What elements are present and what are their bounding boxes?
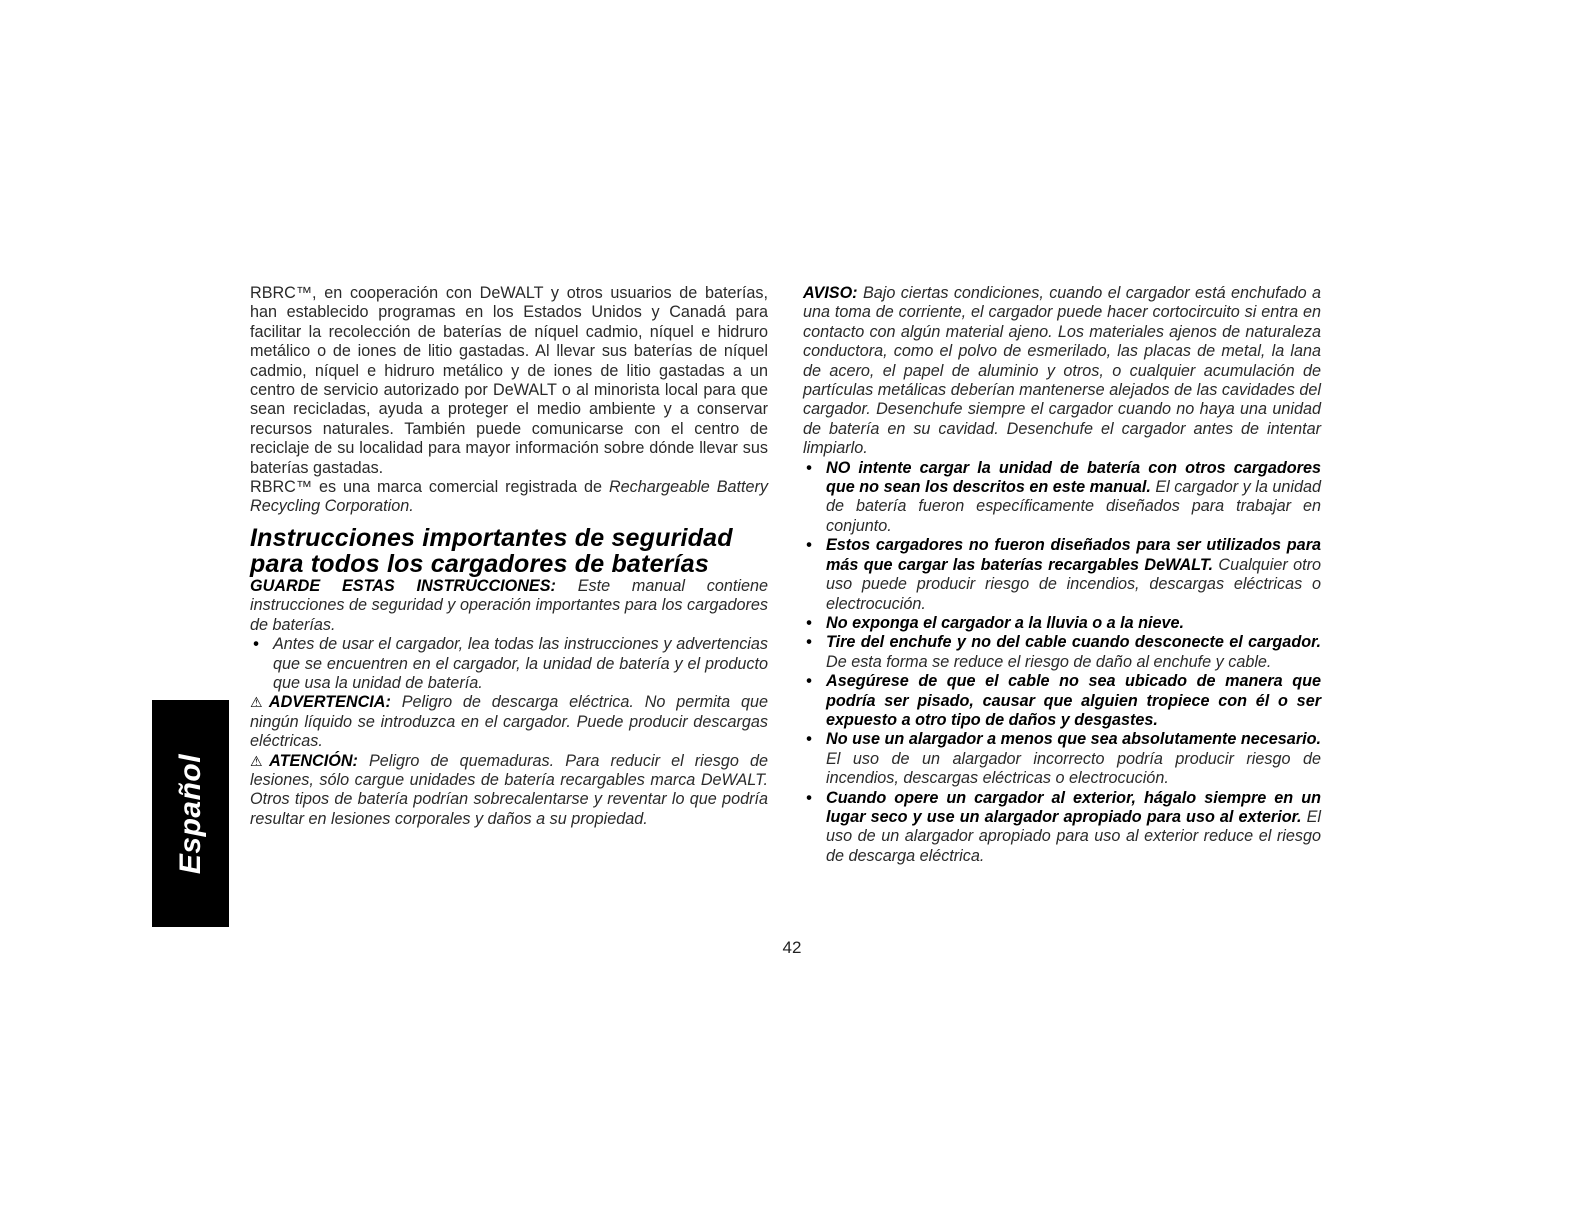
- notice-paragraph: AVISO: Bajo ciertas condiciones, cuando el cargador está enchufado a una toma de corriente, el cargador puede hacer cortocircuito si entra en contacto con algún material ajeno. Los materiales ajenos de naturaleza conductora, como el polvo de esmerilado, las placas de metal, la lana de acero, el papel de aluminio y otros, o cualquier acumulación de partículas metálicas deberían mantenerse alejados de las cavidades del cargador. Desenchufe siempre el cargador cuando no haya una unidad de batería en su cavidad. Desenchufe el cargador antes de intentar limpiarlo.: [803, 284, 1321, 458]
- page-number: 42: [782, 938, 802, 957]
- save-instructions-label: GUARDE ESTAS INSTRUCCIONES:: [250, 576, 556, 595]
- list-item: • Tire del enchufe y no del cable cuando desconecte el cargador. De esta forma se reduce el riesgo de daño al enchufe y cable.: [806, 633, 1321, 671]
- list-item: • Cuando opere un cargador al exterior, hágalo siempre en un lugar seco y use un alargador apropiado para uso al exterior. El uso de un alargador apropiado para uso al exterior reduce el riesgo de descarga eléctrica.: [806, 788, 1321, 865]
- bullet-dot-icon: •: [806, 536, 812, 555]
- trademark-paragraph: RBRC™ es una marca comercial registrada de Rechargeable Battery Recycling Corporation.: [250, 478, 768, 516]
- section-heading: Instrucciones importantes de seguridad para todos los cargadores de baterías: [250, 523, 733, 578]
- list-item: • Antes de usar el cargador, lea todas las instrucciones y advertencias que se encuentren en el cargador, la unidad de batería y el producto que usa la unidad de batería.: [253, 635, 768, 692]
- bullet-dot-icon: •: [253, 635, 259, 654]
- bullet-dot-icon: •: [806, 730, 812, 749]
- trademark-owner: Rechargeable Battery Recycling Corporation.: [250, 478, 768, 516]
- bullet-dot-icon: •: [806, 613, 812, 632]
- caution-paragraph: ⚠ATENCIÓN: Peligro de quemaduras. Para reducir el riesgo de lesiones, sólo cargue unidades de batería recargables marca DeWALT. Otros tipos de batería podrían sobrecalentarse y reventar lo que podría resultar en lesiones corporales y daños a su propiedad.: [250, 751, 768, 828]
- recycling-paragraph: RBRC™, en cooperación con DeWALT y otros usuarios de baterías, han establecido programas en los Estados Unidos y Canadá para facilitar la recolección de baterías de níquel cadmio, níquel e hidruro metálico o de iones de litio gastadas. Al llevar sus baterías de níquel cadmio, níquel e hidruro metálico y de iones de litio gastadas a un centro de servicio autorizado por DeWALT o al minorista local para que sean recicladas, ayuda a proteger el medio ambiente y a conservar recursos naturales. También puede comunicarse con el centro de reciclaje de su localidad para mayor información sobre dónde llevar sus baterías gastadas.: [250, 284, 768, 477]
- list-item: • No exponga el cargador a la lluvia o a la nieve.: [806, 613, 1185, 632]
- left-column: [250, 284, 768, 829]
- list-item: • NO intente cargar la unidad de batería con otros cargadores que no sean los descritos en este manual. El cargador y la unidad de batería fueron específicamente diseñados para trabajar en conjunto.: [806, 458, 1321, 535]
- left-bullet-list: [250, 635, 768, 693]
- bullet-dot-icon: •: [806, 633, 812, 652]
- bullet-dot-icon: •: [806, 458, 812, 477]
- bullet-dot-icon: •: [806, 788, 812, 807]
- right-column: [803, 284, 1321, 866]
- list-item: • Asegúrese de que el cable no sea ubicado de manera que podría ser pisado, causar que alguien tropiece con él o ser expuesto a otro tipo de daños y desgastes.: [806, 672, 1321, 729]
- bullet-dot-icon: •: [806, 672, 812, 691]
- caution-label: ATENCIÓN:: [269, 751, 358, 770]
- language-side-tab: [152, 700, 229, 927]
- warning-triangle-icon: ⚠: [250, 694, 269, 711]
- list-item: • Estos cargadores no fueron diseñados para ser utilizados para más que cargar las baterías recargables DeWALT. Cualquier otro uso puede producir riesgo de incendios, descargas eléctricas o electrocución.: [806, 536, 1321, 613]
- list-item: • No use un alargador a menos que sea absolutamente necesario. El uso de un alargador incorrecto podría producir riesgo de incendios, descargas eléctricas o electrocución.: [806, 730, 1321, 788]
- notice-label: AVISO:: [803, 284, 858, 302]
- warning-label: ADVERTENCIA:: [268, 693, 391, 712]
- save-instructions-paragraph: GUARDE ESTAS INSTRUCCIONES: Este manual contiene instrucciones de seguridad y operación importantes para los cargadores de baterías.: [250, 576, 768, 634]
- warning-paragraph: ⚠ADVERTENCIA: Peligro de descarga eléctrica. No permita que ningún líquido se introduzca en el cargador. Puede producir descargas eléctricas.: [250, 693, 768, 751]
- warning-triangle-icon: ⚠: [250, 752, 270, 769]
- right-bullet-list: [803, 459, 1321, 867]
- language-label: Español: [173, 753, 207, 874]
